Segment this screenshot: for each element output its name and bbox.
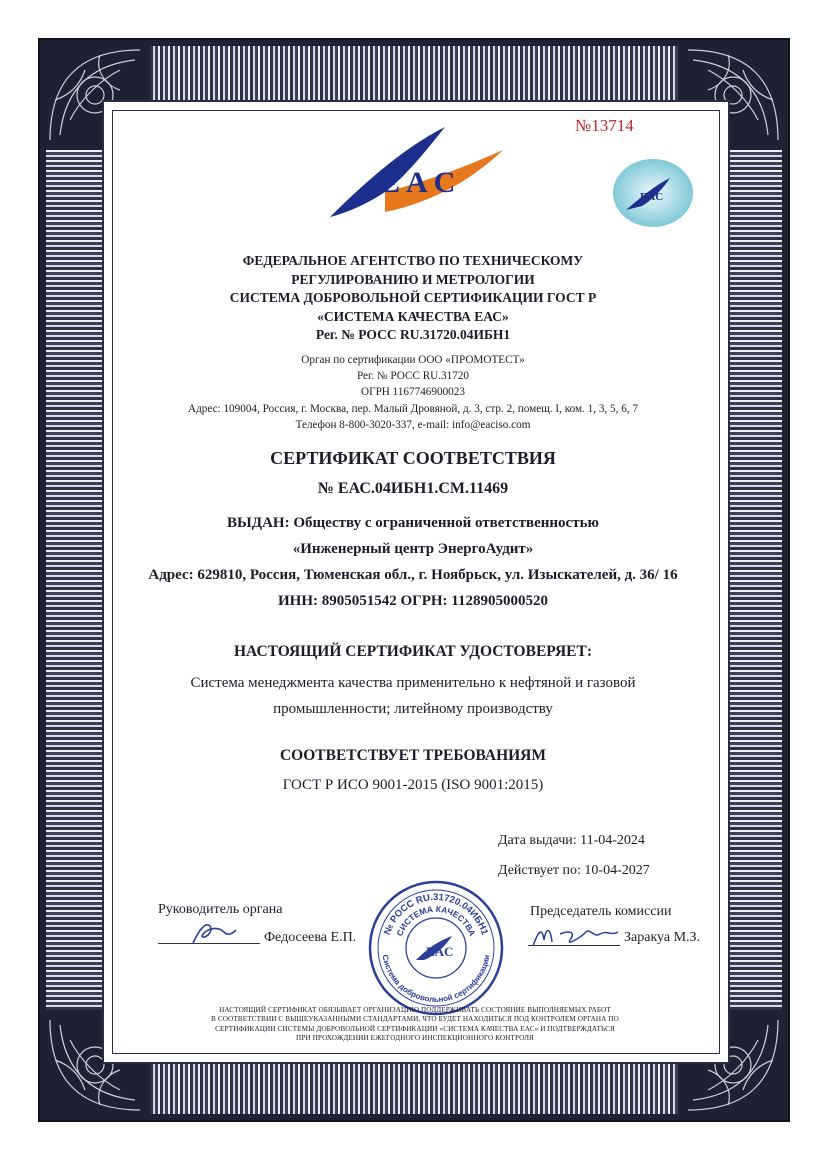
- eac-logo-icon: [325, 122, 505, 222]
- organ-line: Орган по сертификации ООО «ПРОМОТЕСТ»: [301, 354, 525, 366]
- agency-line: Рег. № РОСС RU.31720.04ИБН1: [315, 327, 511, 342]
- valid-until-date: Действует по: 10-04-2027: [498, 863, 650, 878]
- agency-header: [0, 252, 826, 345]
- signatory-left-role: Руководитель органа: [158, 902, 283, 917]
- agency-line: ФЕДЕРАЛЬНОЕ АГЕНТСТВО ПО ТЕХНИЧЕСКОМУ: [242, 253, 584, 268]
- issue-date: Дата выдачи: 11-04-2024: [498, 833, 645, 848]
- svg-text:EAC: EAC: [640, 191, 664, 203]
- requirements-text: ГОСТ Р ИСО 9001-2015 (ISO 9001:2015): [282, 777, 544, 793]
- agency-line: «СИСТЕМА КАЧЕСТВА ЕАС»: [317, 308, 509, 324]
- certification-body-info: [0, 352, 826, 433]
- issued-line: ИНН: 8905051542 ОГРН: 1128905000520: [278, 593, 548, 609]
- certificate-serial-number: №13714: [575, 116, 634, 135]
- certifies-text: [0, 670, 826, 722]
- issued-to-block: [0, 510, 826, 614]
- certificate-disclaimer: [180, 1006, 650, 1043]
- disclaimer-line: НАСТОЯЩИЙ СЕРТИФИКАТ ОБЯЗЫВАЕТ ОРГАНИЗАЦИЮ ПОДДЕРЖИВАТЬ СОСТОЯНИЕ ВЫПОЛНЯЕМЫХ РАБОТ: [219, 1006, 611, 1014]
- signatory-left-name: Федосеева Е.П.: [264, 930, 357, 945]
- certifies-line: Система менеджмента качества применительно к нефтяной и газовой: [190, 675, 636, 691]
- organ-line: Рег. № РОСС RU.31720: [356, 370, 470, 383]
- issued-line: «Инженерный центр ЭнергоАудит»: [292, 541, 534, 557]
- official-stamp-icon: [366, 878, 506, 1018]
- signatory-right-role: Председатель комиссии: [530, 904, 672, 919]
- hologram-sticker-icon: [612, 158, 694, 228]
- signature-left-icon: [188, 918, 238, 948]
- svg-text:EAC: EAC: [380, 166, 462, 199]
- issued-line: Адрес: 629810, Россия, Тюменская обл., г. Ноябрьск, ул. Изыскателей, д. 36/ 16: [148, 567, 678, 583]
- agency-line: РЕГУЛИРОВАНИЮ И МЕТРОЛОГИИ: [291, 271, 535, 287]
- organ-line: Адрес: 109004, Россия, г. Москва, пер. Малый Дровяной, д. 3, стр. 2, помещ. I, ком. 1, 3, 5, 6, 7: [187, 402, 638, 415]
- signature-right-icon: [530, 920, 620, 950]
- organ-line: Телефон 8-800-3020-337, e-mail: info@eaciso.com: [295, 418, 531, 431]
- certificate-id: № ЕАС.04ИБН1.СМ.11469: [317, 480, 509, 497]
- disclaimer-line: В СООТВЕТСТВИИ С ВЫШЕУКАЗАННЫМИ СТАНДАРТАМИ, ЧТО БУДЕТ НАХОДИТЬСЯ ПОД КОНТРОЛЕМ ОРГАНА ПО: [211, 1015, 619, 1024]
- svg-text:EAC: EAC: [426, 944, 454, 959]
- certifies-line: промышленности; литейному производству: [273, 701, 553, 717]
- svg-text:№ РОСС RU.31720.04ИБН1: № РОСС RU.31720.04ИБН1: [381, 891, 491, 937]
- svg-text:СИСТЕМА КАЧЕСТВА: СИСТЕМА КАЧЕСТВА: [394, 903, 478, 938]
- disclaimer-line: СЕРТИФИКАЦИИ СИСТЕМЫ ДОБРОВОЛЬНОЙ СЕРТИФИКАЦИИ «СИСТЕМА КАЧЕСТВА ЕАС» И ПОДТВЕРЖДАТЬСЯ: [215, 1024, 615, 1033]
- agency-line: СИСТЕМА ДОБРОВОЛЬНОЙ СЕРТИФИКАЦИИ ГОСТ Р: [229, 290, 597, 305]
- svg-text:Система добровольной сертифика: Система добровольной сертификации: [380, 954, 492, 1005]
- disclaimer-line: ПРИ ПРОХОЖДЕНИИ ЕЖЕГОДНОГО ИНСПЕКЦИОННОГО КОНТРОЛЯ: [296, 1033, 534, 1042]
- certificate-title: СЕРТИФИКАТ СООТВЕТСТВИЯ: [270, 448, 556, 468]
- organ-line: ОГРН 1167746900023: [361, 386, 465, 399]
- validity-dates: [498, 826, 650, 886]
- requirements-heading: СООТВЕТСТВУЕТ ТРЕБОВАНИЯМ: [279, 747, 547, 764]
- issued-line: ВЫДАН: Обществу с ограниченной ответственностью: [227, 515, 599, 531]
- certifies-heading: НАСТОЯЩИЙ СЕРТИФИКАТ УДОСТОВЕРЯЕТ:: [233, 643, 593, 660]
- signatory-right-name: Заракуа М.З.: [624, 930, 701, 945]
